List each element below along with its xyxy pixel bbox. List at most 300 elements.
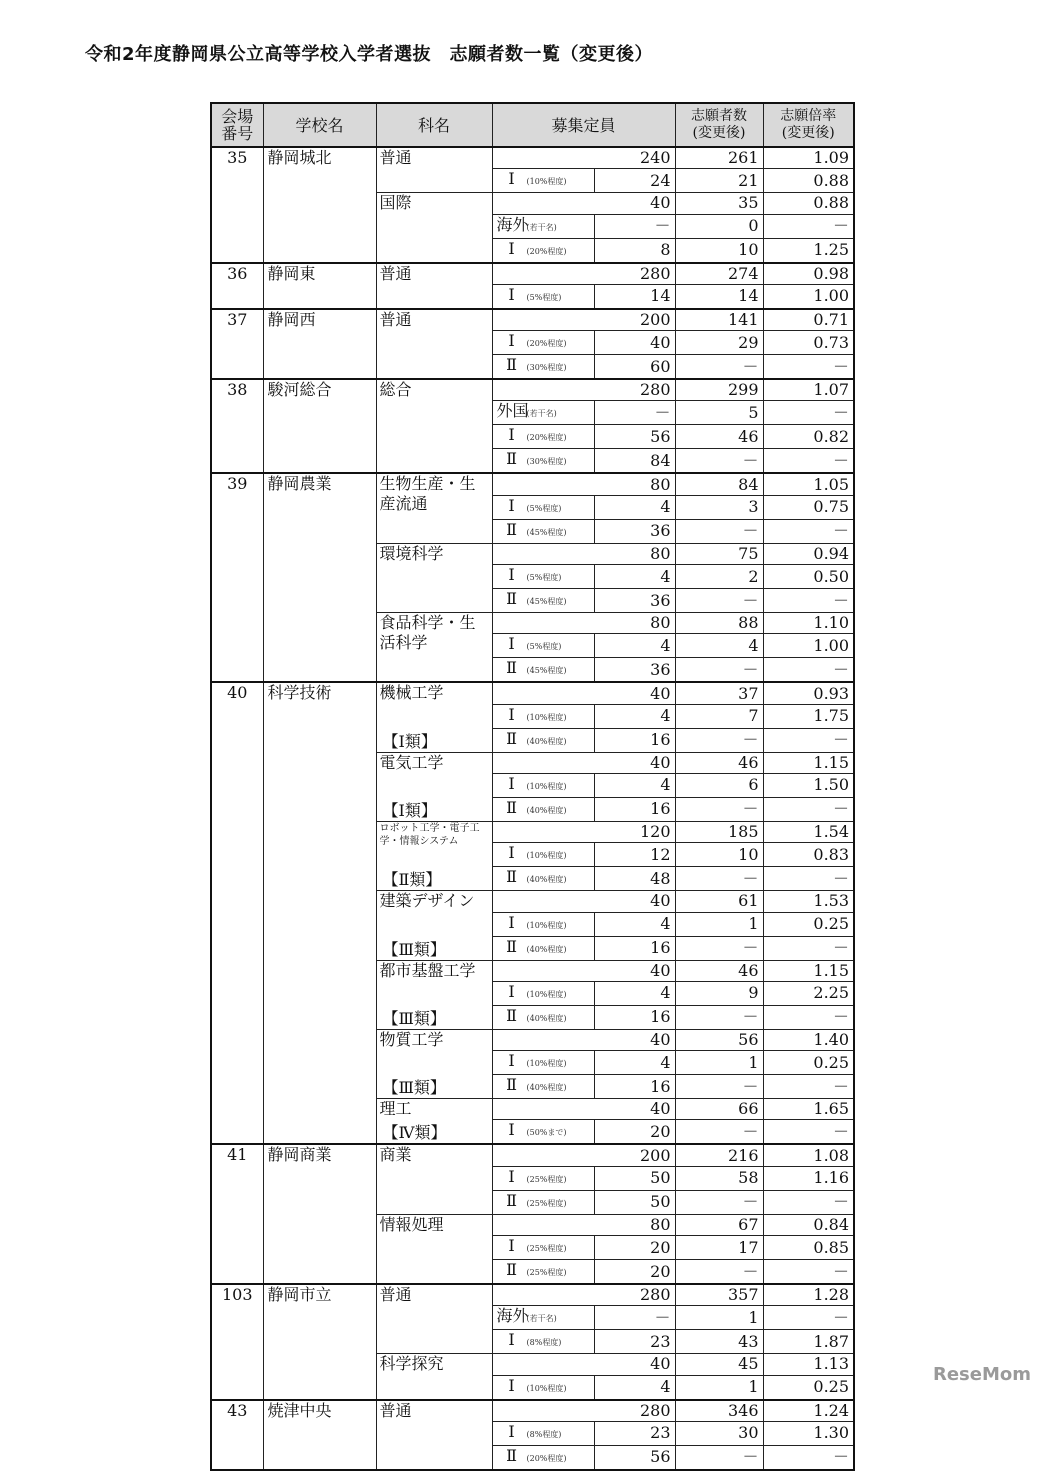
capacity-value: 50 [594, 1166, 675, 1190]
course-cell [376, 1099, 492, 1145]
venue-number: 103 [211, 1284, 263, 1400]
applicants-value: 2 [675, 565, 763, 589]
course-cell [376, 379, 492, 473]
applicants-value: 1 [675, 912, 763, 936]
applicants-value: － [675, 1445, 763, 1470]
applicants-value: 21 [675, 169, 763, 193]
applicants-value: － [675, 1190, 763, 1214]
quota-note: (20%程度) [526, 246, 567, 256]
school-name: 焼津中央 [263, 1400, 376, 1470]
applicants-value: 58 [675, 1166, 763, 1190]
capacity-total: 240 [492, 147, 675, 169]
quota-kind: Ⅰ [508, 425, 515, 445]
capacity-value: 56 [594, 425, 675, 449]
capacity-value: 16 [594, 936, 675, 960]
ratio-value: 1.40 [763, 1029, 854, 1050]
capacity-value: 84 [594, 449, 675, 474]
course-cell [376, 1029, 492, 1098]
ratio-value: － [763, 936, 854, 960]
ratio-value: 0.73 [763, 331, 854, 355]
capacity-value: 4 [594, 981, 675, 1005]
table-row [211, 1284, 854, 1306]
quota-note: (25%程度) [526, 1174, 567, 1184]
quota-kind: Ⅱ [506, 936, 517, 956]
header-ratio [763, 103, 854, 147]
applicants-value: 3 [675, 495, 763, 519]
capacity-value: 4 [594, 1375, 675, 1400]
ratio-value: 1.00 [763, 634, 854, 658]
capacity-total: 40 [492, 1099, 675, 1120]
capacity-value: － [594, 1306, 675, 1330]
capacity-value: 20 [594, 1260, 675, 1285]
header-no-line2: 番号 [221, 124, 254, 143]
quota-note: (若干名) [526, 1314, 557, 1324]
capacity-total: 200 [492, 1144, 675, 1166]
capacity-total: 40 [492, 1354, 675, 1375]
quota-note: (45%程度) [526, 597, 567, 607]
ratio-value: － [763, 797, 854, 821]
header-course: 科名 [376, 103, 492, 147]
quota-type [492, 214, 594, 238]
ratio-value: 0.25 [763, 1375, 854, 1400]
ratio-value: 1.07 [763, 379, 854, 401]
course-class-label: 【Ⅲ類】 [382, 1008, 446, 1028]
applicants-value: 7 [675, 704, 763, 728]
ratio-value: － [763, 1306, 854, 1330]
capacity-value: 4 [594, 912, 675, 936]
applicants-value: 84 [675, 473, 763, 495]
quota-note: (25%程度) [526, 1198, 567, 1208]
course-name: 総合 [379, 380, 412, 400]
ratio-value: － [763, 1120, 854, 1145]
quota-note: (40%程度) [526, 1083, 567, 1093]
course-cell [376, 263, 492, 309]
quota-type [492, 981, 594, 1005]
ratio-value: 0.71 [763, 309, 854, 331]
header-applicants-line1: 志願者数 [691, 108, 748, 124]
applicants-value: 346 [675, 1400, 763, 1422]
course-class-label: 【Ⅲ類】 [382, 939, 446, 959]
applicants-value: － [675, 867, 763, 891]
quota-note: (25%程度) [526, 1268, 567, 1278]
applicants-value: 14 [675, 284, 763, 309]
quota-kind: Ⅰ [508, 912, 515, 932]
capacity-total: 40 [492, 193, 675, 214]
ratio-value: 1.05 [763, 473, 854, 495]
table-row [211, 1400, 854, 1422]
applicants-value: 46 [675, 752, 763, 773]
applicants-value: 61 [675, 891, 763, 912]
venue-number: 40 [211, 682, 263, 1144]
quota-kind: Ⅰ [508, 1120, 515, 1140]
quota-type [492, 238, 594, 263]
table-body [211, 147, 854, 1470]
ratio-value: 0.83 [763, 843, 854, 867]
header-applicants [675, 103, 763, 147]
quota-note: (10%程度) [526, 1383, 567, 1393]
capacity-value: 36 [594, 519, 675, 543]
quota-type [492, 284, 594, 309]
ratio-value: 0.88 [763, 169, 854, 193]
capacity-total: 120 [492, 821, 675, 842]
table-row [211, 309, 854, 331]
ratio-value: 0.93 [763, 682, 854, 704]
applicants-value: － [675, 936, 763, 960]
quota-type [492, 1421, 594, 1445]
applicants-value: － [675, 1075, 763, 1099]
quota-type [492, 1075, 594, 1099]
quota-note: (45%程度) [526, 666, 567, 676]
course-class-label: 【Ⅲ類】 [382, 1078, 446, 1098]
ratio-value: 1.25 [763, 238, 854, 263]
quota-note: (5%程度) [526, 292, 562, 302]
ratio-value: 1.65 [763, 1099, 854, 1120]
applicants-value: 1 [675, 1051, 763, 1075]
capacity-total: 40 [492, 960, 675, 981]
ratio-value: － [763, 401, 854, 425]
course-class-label: 【Ⅱ類】 [382, 870, 442, 890]
ratio-value: 0.85 [763, 1236, 854, 1260]
quota-note: (8%程度) [526, 1429, 562, 1439]
quota-type [492, 449, 594, 474]
table-row [211, 473, 854, 495]
quota-kind: Ⅱ [506, 589, 517, 609]
applicants-value: 75 [675, 543, 763, 564]
applicants-value: － [675, 797, 763, 821]
course-class-label: 【Ⅰ類】 [382, 800, 437, 820]
quota-kind: Ⅱ [506, 658, 517, 678]
ratio-value: － [763, 1005, 854, 1029]
applicants-value: － [675, 728, 763, 752]
quota-type [492, 1120, 594, 1145]
applicants-value: 88 [675, 613, 763, 634]
ratio-value: 0.88 [763, 193, 854, 214]
capacity-value: 36 [594, 658, 675, 683]
quota-kind: Ⅰ [508, 843, 515, 863]
course-cell [376, 309, 492, 379]
quota-kind: Ⅰ [508, 634, 515, 654]
quota-type [492, 1005, 594, 1029]
course-name: 科学探究 [379, 1354, 444, 1374]
ratio-value: 0.98 [763, 263, 854, 285]
capacity-total: 280 [492, 379, 675, 401]
ratio-value: 0.75 [763, 495, 854, 519]
quota-note: (5%程度) [526, 503, 562, 513]
capacity-value: 20 [594, 1236, 675, 1260]
applicants-value: 37 [675, 682, 763, 704]
course-name: 理工 [379, 1099, 412, 1119]
venue-number: 37 [211, 309, 263, 379]
quota-type [492, 728, 594, 752]
capacity-value: 20 [594, 1120, 675, 1145]
quota-kind: Ⅰ [508, 331, 515, 351]
course-name: 機械工学 [379, 683, 444, 703]
applicants-value: － [675, 589, 763, 613]
quota-type [492, 1051, 594, 1075]
capacity-value: 50 [594, 1190, 675, 1214]
course-cell [376, 960, 492, 1029]
quota-kind: Ⅰ [508, 238, 515, 258]
course-class-label: 【Ⅳ類】 [382, 1123, 447, 1143]
ratio-value: 1.09 [763, 147, 854, 169]
ratio-value: 0.50 [763, 565, 854, 589]
quota-note: (40%程度) [526, 875, 567, 885]
header-applicants-line2: (変更後) [692, 125, 746, 141]
capacity-value: 4 [594, 1051, 675, 1075]
quota-kind: Ⅰ [508, 495, 515, 515]
course-cell [376, 1214, 492, 1284]
quota-kind: Ⅱ [506, 797, 517, 817]
ratio-value: 0.94 [763, 543, 854, 564]
quota-kind: 海外 [496, 214, 529, 234]
venue-number: 43 [211, 1400, 263, 1470]
ratio-value: 1.87 [763, 1330, 854, 1354]
quota-type [492, 1260, 594, 1285]
venue-number: 41 [211, 1144, 263, 1284]
quota-note: (30%程度) [526, 457, 567, 467]
table-row [211, 147, 854, 169]
ratio-value: － [763, 449, 854, 474]
capacity-value: 40 [594, 331, 675, 355]
capacity-total: 80 [492, 473, 675, 495]
capacity-value: 14 [594, 284, 675, 309]
header-no-line1: 会場 [221, 107, 254, 126]
quota-type [492, 519, 594, 543]
capacity-value: － [594, 214, 675, 238]
quota-note: (10%程度) [526, 1059, 567, 1069]
quota-type [492, 425, 594, 449]
applicants-value: 274 [675, 263, 763, 285]
quota-type [492, 797, 594, 821]
applicants-value: 141 [675, 309, 763, 331]
applicants-value: 261 [675, 147, 763, 169]
ratio-value: － [763, 214, 854, 238]
quota-kind: Ⅱ [506, 519, 517, 539]
capacity-value: 48 [594, 867, 675, 891]
ratio-value: 1.08 [763, 1144, 854, 1166]
header-ratio-line1: 志願倍率 [780, 108, 837, 124]
quota-type [492, 1190, 594, 1214]
quota-type [492, 936, 594, 960]
ratio-value: 2.25 [763, 981, 854, 1005]
capacity-total: 40 [492, 682, 675, 704]
capacity-value: 16 [594, 1005, 675, 1029]
ratio-value: 0.84 [763, 1214, 854, 1235]
quota-kind: Ⅱ [506, 1445, 517, 1465]
applicants-value: － [675, 1120, 763, 1145]
course-cell [376, 682, 492, 752]
ratio-value: 1.00 [763, 284, 854, 309]
quota-note: (10%程度) [526, 781, 567, 791]
capacity-total: 280 [492, 1284, 675, 1306]
applicants-value: 66 [675, 1099, 763, 1120]
venue-number: 35 [211, 147, 263, 263]
course-cell [376, 752, 492, 821]
capacity-value: 4 [594, 495, 675, 519]
ratio-value: 1.10 [763, 613, 854, 634]
capacity-value: 8 [594, 238, 675, 263]
table-header-row [211, 103, 854, 147]
venue-number: 36 [211, 263, 263, 309]
quota-type [492, 1330, 594, 1354]
ratio-value: － [763, 1445, 854, 1470]
course-cell [376, 1144, 492, 1214]
quota-type [492, 1166, 594, 1190]
venue-number: 38 [211, 379, 263, 473]
course-name: 都市基盤工学 [379, 960, 476, 980]
quota-kind: Ⅰ [508, 1330, 515, 1350]
course-name: 電気工学 [379, 752, 444, 772]
quota-note: (40%程度) [526, 736, 567, 746]
quota-note: (40%程度) [526, 1013, 567, 1023]
quota-type [492, 1306, 594, 1330]
capacity-value: 4 [594, 704, 675, 728]
school-name: 静岡城北 [263, 147, 376, 263]
quota-kind: Ⅰ [508, 1051, 515, 1071]
applicants-value: 1 [675, 1306, 763, 1330]
quota-kind: Ⅰ [508, 1166, 515, 1186]
ratio-value: 1.54 [763, 821, 854, 842]
ratio-value: － [763, 867, 854, 891]
applicants-value: 56 [675, 1029, 763, 1050]
school-name: 静岡商業 [263, 1144, 376, 1284]
ratio-value: 1.28 [763, 1284, 854, 1306]
capacity-total: 40 [492, 1029, 675, 1050]
course-cell [376, 613, 492, 683]
quota-kind: Ⅱ [506, 355, 517, 375]
course-name: 食品科学・生活科学 [379, 613, 476, 653]
applicants-value: 30 [675, 1421, 763, 1445]
ratio-value: 0.25 [763, 1051, 854, 1075]
applicants-value: 185 [675, 821, 763, 842]
course-name: 情報処理 [379, 1214, 444, 1234]
ratio-value: － [763, 1075, 854, 1099]
applicants-value: － [675, 449, 763, 474]
ratio-value: － [763, 355, 854, 380]
ratio-value: － [763, 1190, 854, 1214]
quota-type [492, 658, 594, 683]
quota-kind: Ⅰ [508, 981, 515, 1001]
course-name: 普通 [379, 1285, 412, 1305]
ratio-value: － [763, 658, 854, 683]
course-name: 建築デザイン [379, 891, 475, 911]
capacity-total: 280 [492, 263, 675, 285]
capacity-value: 12 [594, 843, 675, 867]
quota-note: (10%程度) [526, 712, 567, 722]
ratio-value: 1.75 [763, 704, 854, 728]
school-name: 駿河総合 [263, 379, 376, 473]
applicants-value: 46 [675, 425, 763, 449]
quota-note: (10%程度) [526, 989, 567, 999]
ratio-value: 0.82 [763, 425, 854, 449]
quota-type [492, 495, 594, 519]
course-cell [376, 1284, 492, 1354]
quota-note: (50%まで) [526, 1128, 567, 1138]
course-cell [376, 821, 492, 890]
school-name: 科学技術 [263, 682, 376, 1144]
table-row [211, 1144, 854, 1166]
quota-kind: Ⅱ [506, 1190, 517, 1210]
course-name: 物質工学 [379, 1029, 444, 1049]
quota-type [492, 565, 594, 589]
quota-type [492, 634, 594, 658]
capacity-value: 24 [594, 169, 675, 193]
ratio-value: 1.53 [763, 891, 854, 912]
applicants-value: 4 [675, 634, 763, 658]
course-name: ロボット工学・電子工学・情報システム [379, 822, 480, 847]
course-name: 普通 [379, 1400, 412, 1420]
header-no [211, 103, 263, 147]
ratio-value: 1.16 [763, 1166, 854, 1190]
quota-type [492, 912, 594, 936]
quota-type [492, 843, 594, 867]
quota-note: (若干名) [526, 222, 557, 232]
school-name: 静岡西 [263, 309, 376, 379]
quota-kind: Ⅰ [508, 704, 515, 724]
course-name: 生物生産・生産流通 [379, 474, 476, 514]
quota-note: (45%程度) [526, 527, 567, 537]
quota-note: (10%程度) [526, 920, 567, 930]
quota-type [492, 704, 594, 728]
capacity-value: 23 [594, 1421, 675, 1445]
ratio-value: 1.24 [763, 1400, 854, 1422]
quota-note: (20%程度) [526, 1453, 567, 1463]
applicants-value: 17 [675, 1236, 763, 1260]
venue-number: 39 [211, 473, 263, 682]
quota-note: (若干名) [526, 409, 557, 419]
course-name: 国際 [379, 193, 412, 213]
quota-kind: Ⅱ [506, 867, 517, 887]
applicants-value: － [675, 355, 763, 380]
quota-note: (40%程度) [526, 944, 567, 954]
table-row [211, 379, 854, 401]
applicants-value: 46 [675, 960, 763, 981]
school-name: 静岡農業 [263, 473, 376, 682]
capacity-total: 80 [492, 1214, 675, 1235]
table-row [211, 263, 854, 285]
ratio-value: 0.25 [763, 912, 854, 936]
applicants-value: 10 [675, 238, 763, 263]
applicants-value: 45 [675, 1354, 763, 1375]
course-name: 普通 [379, 309, 412, 329]
capacity-value: － [594, 401, 675, 425]
header-capacity: 募集定員 [492, 103, 675, 147]
quota-note: (30%程度) [526, 363, 567, 373]
ratio-value: － [763, 519, 854, 543]
capacity-value: 16 [594, 728, 675, 752]
document-title: 令和2年度静岡県公立高等学校入学者選抜 志願者数一覧（変更後） [85, 44, 654, 65]
course-cell [376, 543, 492, 612]
quota-type [492, 589, 594, 613]
ratio-value: － [763, 1260, 854, 1285]
ratio-value: 1.15 [763, 960, 854, 981]
quota-type [492, 331, 594, 355]
table-row [211, 682, 854, 704]
capacity-total: 80 [492, 613, 675, 634]
quota-kind: Ⅰ [508, 773, 515, 793]
quota-type [492, 401, 594, 425]
header-school: 学校名 [263, 103, 376, 147]
ratio-value: 1.30 [763, 1421, 854, 1445]
capacity-value: 36 [594, 589, 675, 613]
quota-note: (10%程度) [526, 851, 567, 861]
applicants-value: 35 [675, 193, 763, 214]
course-name: 商業 [379, 1145, 412, 1165]
applicants-value: 357 [675, 1284, 763, 1306]
quota-kind: Ⅰ [508, 1236, 515, 1256]
capacity-total: 40 [492, 891, 675, 912]
quota-kind: Ⅱ [506, 1005, 517, 1025]
